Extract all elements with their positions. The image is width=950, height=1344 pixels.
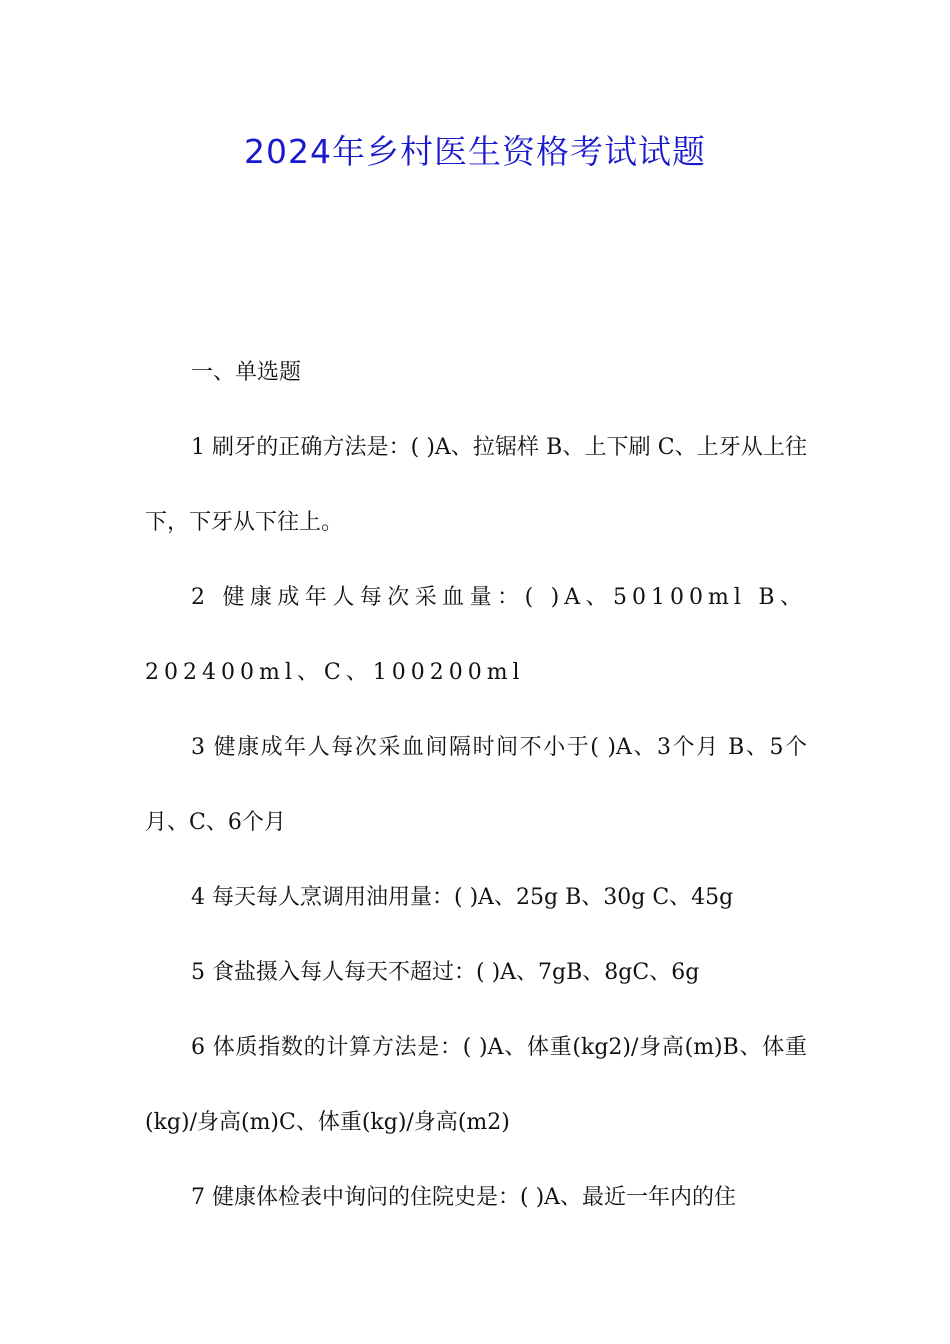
question-item: 7 健康体检表中询问的住院史是：( )A、最近一年内的住 <box>191 1185 737 1210</box>
section-heading: 一、单选题 <box>191 360 302 385</box>
question-item: 4 每天每人烹调用油用量：( )A、25g B、30g C、45g <box>191 885 734 910</box>
question-item: 2 健康成年人每次采血量：( )A、50100ml B、202400ml、C、100200ml <box>145 585 807 685</box>
page-title: 2024年乡村医生资格考试试题 <box>244 132 706 171</box>
question-item: 6 体质指数的计算方法是：( )A、体重(kg2)/身高(m)B、体重(kg)/身高(m)C、体重(kg)/身高(m2) <box>145 1035 807 1135</box>
question-item: 3 健康成年人每次采血间隔时间不小于( )A、3个月 B、5个月、C、6个月 <box>145 735 807 835</box>
question-item: 1 刷牙的正确方法是：( )A、拉锯样 B、上下刷 C、上牙从上往下，下牙从下往上。 <box>145 435 807 535</box>
document-body <box>145 335 807 1235</box>
question-item: 5 食盐摄入每人每天不超过：( )A、7gB、8gC、6g <box>191 960 700 985</box>
